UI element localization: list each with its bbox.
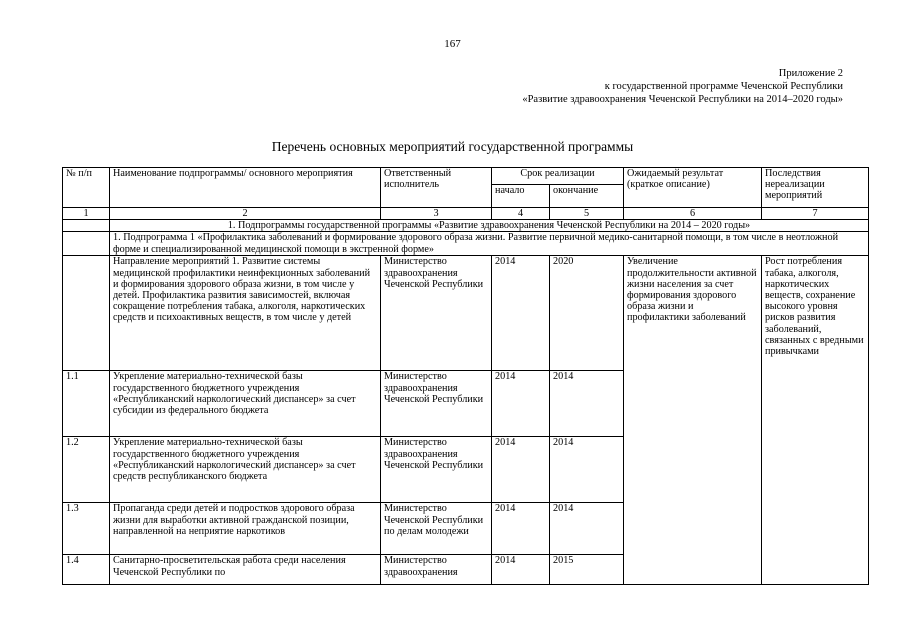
- row-executor: Министерство здравоохранения Чеченской Республики: [381, 256, 492, 371]
- result-cell: Увеличение продолжительности активной жизни населения за счет формирования здорового образа жизни и профилактики заболеваний: [624, 256, 762, 585]
- col-number: 5: [550, 208, 624, 220]
- row-name: Санитарно-просветительская работа среди населения Чеченской Республики по: [110, 555, 381, 585]
- row-num: 1.1: [63, 371, 110, 437]
- measures-table: [62, 167, 869, 585]
- row-start: 2014: [492, 371, 550, 437]
- row-num: [63, 256, 110, 371]
- table-row: [63, 256, 869, 371]
- page-number: 167: [444, 38, 461, 50]
- row-start: 2014: [492, 256, 550, 371]
- col-number: 7: [762, 208, 869, 220]
- col-number: 4: [492, 208, 550, 220]
- appendix-line-1: Приложение 2: [778, 68, 843, 79]
- row-end: 2020: [550, 256, 624, 371]
- row-executor: Министерство здравоохранения Чеченской Республики: [381, 371, 492, 437]
- program-title: 1. Подпрограммы государственной программы «Развитие здравоохранения Чеченской Республики на 2014 – 2020 годы»: [110, 220, 869, 232]
- row-executor: Министерство здравоохранения Чеченской Республики: [381, 437, 492, 503]
- consequences-cell: Рост потребления табака, алкоголя, наркотических веществ, сохранение высокого уровня рисков развития заболеваний, связанных с вредными привычками: [762, 256, 869, 585]
- row-end: 2015: [550, 555, 624, 585]
- row-start: 2014: [492, 555, 550, 585]
- program-title-row: [63, 220, 869, 232]
- header-num: № п/п: [63, 168, 110, 208]
- row-name: Укрепление материально-технической базы государственного бюджетного учреждения «Республиканский наркологический диспансер» за счет субсидии из федерального бюджета: [110, 371, 381, 437]
- row-name: Направление мероприятий 1. Развитие системы медицинской профилактики неинфекционных заболеваний и формирования здорового образа жизни, в том числе у детей. Профилактика развития зависимостей, включая сокращение потребления табака, алкоголя, наркотических средств и психоактивных веществ, в том числе у детей: [110, 256, 381, 371]
- header-result: Ожидаемый результат (краткое описание): [624, 168, 762, 208]
- row-start: 2014: [492, 437, 550, 503]
- col-number: 3: [381, 208, 492, 220]
- row-num: 1.2: [63, 437, 110, 503]
- header-name: Наименование подпрограммы/ основного мероприятия: [110, 168, 381, 208]
- empty-cell: [63, 220, 110, 232]
- col-number: 1: [63, 208, 110, 220]
- appendix-line-2: к государственной программе Чеченской Республики: [604, 81, 843, 92]
- row-name: Укрепление материально-технической базы государственного бюджетного учреждения «Республиканский наркологический диспансер» за счет средств республиканского бюджета: [110, 437, 381, 503]
- row-end: 2014: [550, 371, 624, 437]
- row-executor: Министерство Чеченской Республики по делам молодежи: [381, 503, 492, 555]
- subprogram-title-row: [63, 232, 869, 256]
- subprogram-title: 1. Подпрограмма 1 «Профилактика заболеваний и формирование здорового образа жизни. Развитие первичной медико-санитарной помощи, в том числе в неотложной форме и специализированной медицинской помощи в экстренной форме»: [110, 232, 869, 256]
- header-period: Срок реализации: [492, 168, 624, 185]
- header-executor: Ответственный исполнитель: [381, 168, 492, 208]
- row-start: 2014: [492, 503, 550, 555]
- row-executor: Министерство здравоохранения: [381, 555, 492, 585]
- row-name: Пропаганда среди детей и подростков здорового образа жизни для выработки активной гражданской позиции, направленной на неприятие наркотиков: [110, 503, 381, 555]
- row-num: 1.3: [63, 503, 110, 555]
- col-number: 6: [624, 208, 762, 220]
- col-number: 2: [110, 208, 381, 220]
- header-end: окончание: [550, 185, 624, 208]
- row-num: 1.4: [63, 555, 110, 585]
- row-end: 2014: [550, 437, 624, 503]
- row-end: 2014: [550, 503, 624, 555]
- document-title: Перечень основных мероприятий государственной программы: [271, 139, 634, 154]
- appendix-line-3: «Развитие здравоохранения Чеченской Республики на 2014–2020 годы»: [522, 94, 843, 105]
- header-consequences: Последствия нереализации мероприятий: [762, 168, 869, 208]
- empty-cell: [63, 232, 110, 256]
- header-row-1: [63, 168, 869, 185]
- column-numbers-row: [63, 208, 869, 220]
- header-start: начало: [492, 185, 550, 208]
